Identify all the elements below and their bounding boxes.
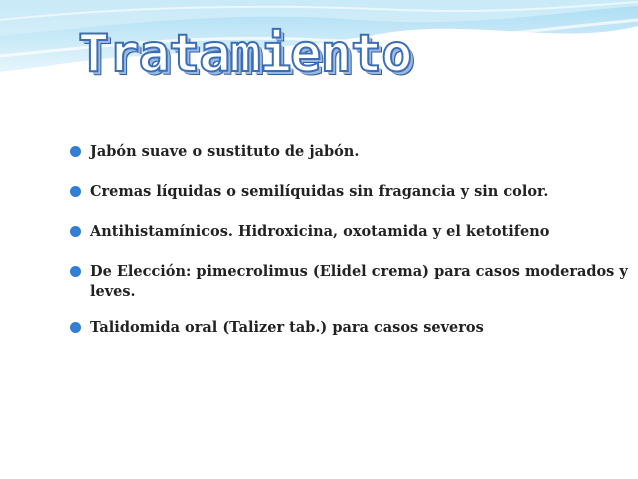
round-bullet-icon bbox=[70, 266, 81, 277]
bullet-list bbox=[70, 142, 630, 338]
round-bullet-icon bbox=[70, 226, 81, 237]
round-bullet-icon bbox=[70, 186, 81, 197]
bullet-item bbox=[70, 142, 630, 162]
bullet-item bbox=[70, 318, 630, 338]
bullet-item bbox=[70, 222, 630, 242]
bullet-text: De Elección: pimecrolimus (Elidel crema) para casos moderados y leves. bbox=[90, 263, 628, 300]
slide-title: Tratamiento bbox=[78, 24, 412, 84]
bullet-text: Antihistamínicos. Hidroxicina, oxotamida y el ketotifeno bbox=[90, 223, 550, 240]
bullet-text: Jabón suave o sustituto de jabón. bbox=[90, 143, 360, 160]
bullet-item bbox=[70, 262, 630, 302]
bullet-text: Talidomida oral (Talizer tab.) para casos severos bbox=[90, 319, 484, 336]
round-bullet-icon bbox=[70, 322, 81, 333]
bullet-text: Cremas líquidas o semilíquidas sin fragancia y sin color. bbox=[90, 183, 549, 200]
round-bullet-icon bbox=[70, 146, 81, 157]
bullet-item bbox=[70, 182, 630, 202]
